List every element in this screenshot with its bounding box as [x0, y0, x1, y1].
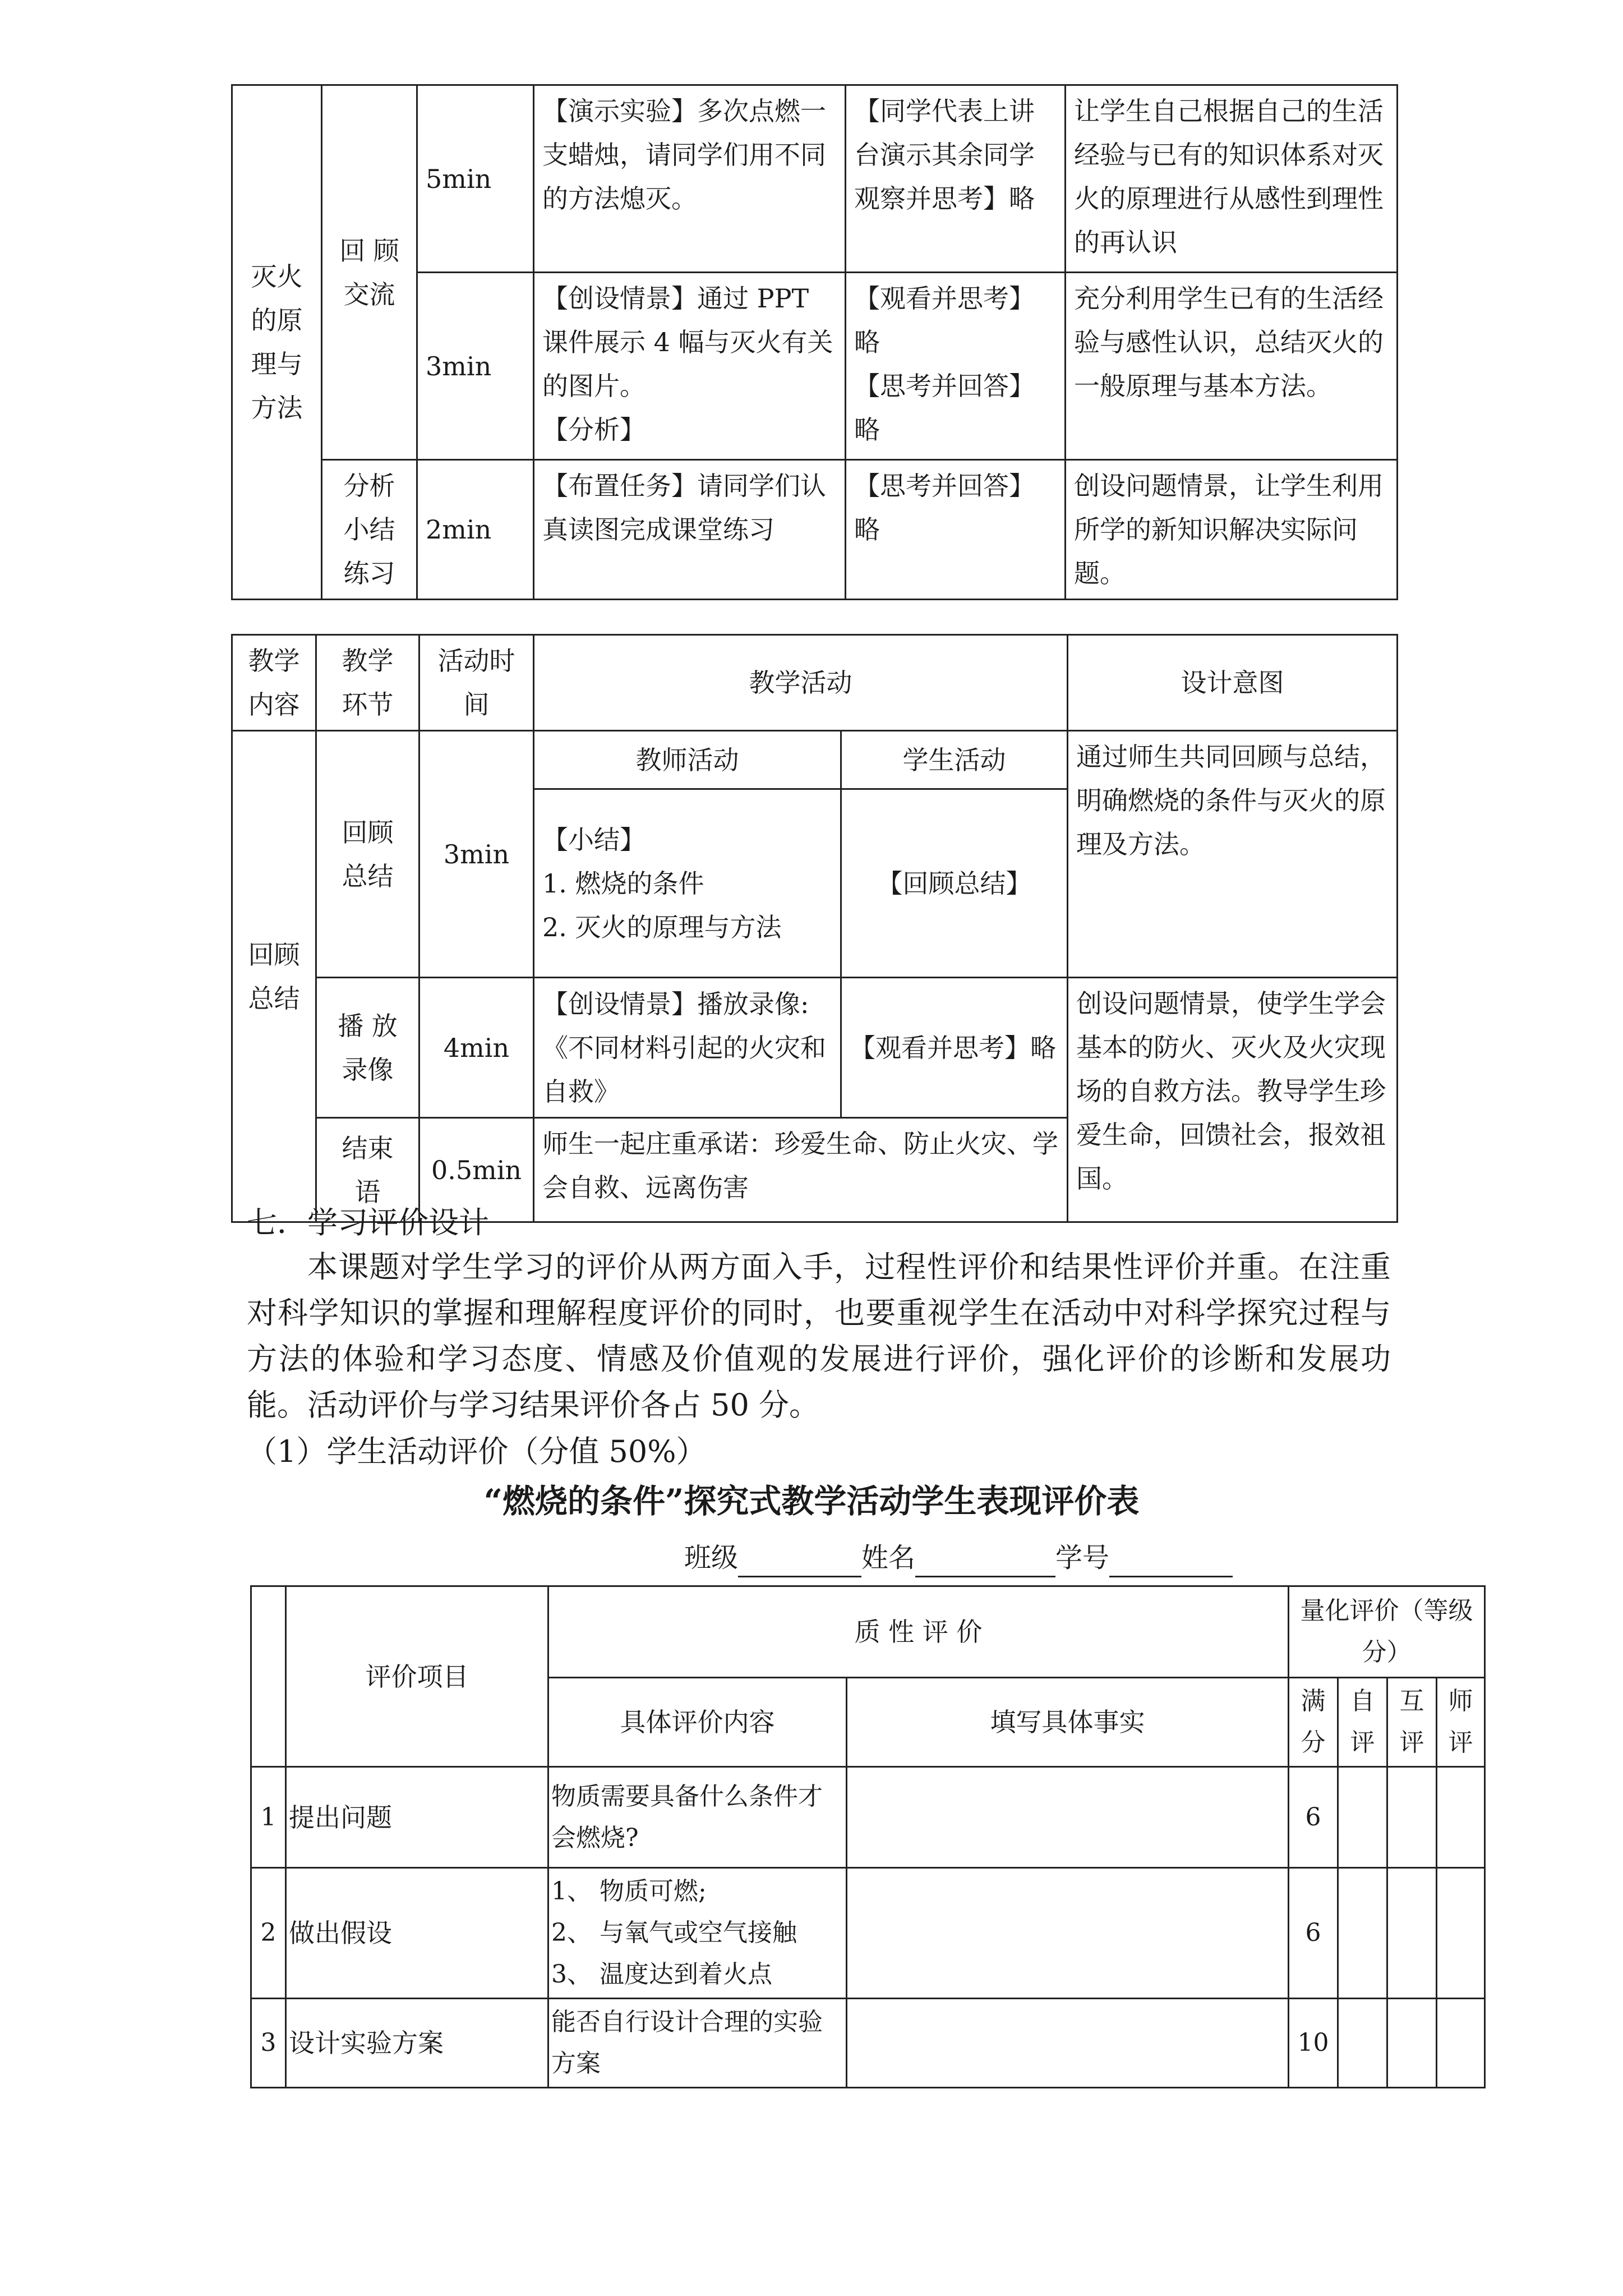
header-intent: 设计意图	[1068, 635, 1398, 731]
row-content: 物质需要具备什么条件才会燃烧?	[548, 1767, 847, 1868]
row-number: 1	[251, 1767, 286, 1868]
header-teacher-eval: 师 评	[1437, 1678, 1485, 1767]
stage-label: 回 顾 交流	[322, 85, 417, 460]
stage-label: 回顾 总结	[316, 731, 419, 978]
row-content: 能否自行设计合理的实验方案	[548, 1999, 847, 2088]
teacher-activity: 【小结】 1. 燃烧的条件 2. 灭火的原理与方法	[534, 789, 841, 978]
row-number: 3	[251, 1999, 286, 2088]
header-content: 具体评价内容	[548, 1678, 847, 1767]
evaluation-table-title: “燃烧的条件”探究式教学活动学生表现评价表	[483, 1482, 1140, 1520]
activity-time: 2min	[417, 460, 534, 600]
number-header	[251, 1586, 286, 1767]
header-peer-eval: 互 评	[1387, 1678, 1437, 1767]
design-intent: 充分利用学生已有的生活经验与感性认识，总结灭火的一般原理与基本方法。	[1066, 273, 1398, 460]
self-eval-cell[interactable]	[1338, 1999, 1387, 2088]
body-paragraph: 本课题对学生学习的评价从两方面入手，过程性评价和结果性评价并重。在注重对科学知识的掌握和理解程度评价的同时，也要重视学生在活动中对科学探究过程与方法的体验和学习态度、情感及价值观的发展进行评价，强化评价的诊断和发展功能。活动评价与学习结果评价各占 50 分。	[247, 1249, 1391, 1423]
table-row	[251, 1999, 1485, 2088]
row-content: 1、 物质可燃; 2、 与氧气或空气接触 3、 温度达到着火点	[548, 1868, 847, 1999]
full-score: 10	[1289, 1999, 1338, 2088]
table-row	[251, 1767, 1485, 1868]
table-row	[251, 1868, 1485, 1999]
activity-time: 0.5min	[419, 1118, 534, 1222]
header-stage: 教学 环节	[316, 635, 419, 731]
class-label: 班级	[684, 1542, 739, 1573]
peer-eval-cell[interactable]	[1387, 1767, 1437, 1868]
teacher-activity: 师生一起庄重承诺：珍爱生命、防止火灾、学会自救、远离伤害	[534, 1118, 1068, 1222]
activity-time: 3min	[417, 273, 534, 460]
student-activity: 【思考并回答】略	[846, 460, 1066, 600]
section-heading: 七．学习评价设计	[247, 1205, 489, 1240]
full-score: 6	[1289, 1868, 1338, 1999]
design-intent: 让学生自己根据自己的生活经验与已有的知识体系对灭火的原理进行从感性到理性的再认识	[1066, 85, 1398, 273]
design-intent: 创设问题情景，让学生利用所学的新知识解决实际问题。	[1066, 460, 1398, 600]
design-intent: 创设问题情景，使学生学会基本的防火、灭火及火灾现场的自救方法。教导学生珍爱生命，回馈社会，报效祖国。	[1068, 978, 1398, 1222]
stage-label: 结束 语	[316, 1118, 419, 1222]
teacher-eval-cell[interactable]	[1437, 1767, 1485, 1868]
header-activity: 教学活动	[534, 635, 1068, 731]
header-qualitative: 质 性 评 价	[548, 1586, 1289, 1678]
peer-eval-cell[interactable]	[1387, 1868, 1437, 1999]
header-student-activity: 学生活动	[841, 731, 1068, 789]
student-id-label: 学号	[1055, 1542, 1110, 1573]
evaluation-table	[250, 1585, 1486, 2088]
peer-eval-cell[interactable]	[1387, 1999, 1437, 2088]
section-label: 回顾 总结	[232, 731, 316, 1222]
row-number: 2	[251, 1868, 286, 1999]
student-activity: 【观看并思考】略	[841, 978, 1068, 1118]
row-item: 设计实验方案	[286, 1999, 548, 2088]
stage-label: 播 放 录像	[316, 978, 419, 1118]
section-label: 灭火 的原 理与 方法	[232, 85, 322, 600]
full-score: 6	[1289, 1767, 1338, 1868]
header-self-eval: 自 评	[1338, 1678, 1387, 1767]
header-teacher-activity: 教师活动	[534, 731, 841, 789]
header-content: 教学 内容	[232, 635, 316, 731]
self-eval-cell[interactable]	[1338, 1868, 1387, 1999]
row-item: 提出问题	[286, 1767, 548, 1868]
row-item: 做出假设	[286, 1868, 548, 1999]
activity-time: 4min	[419, 978, 534, 1118]
teacher-activity: 【布置任务】请同学们认真读图完成课堂练习	[534, 460, 846, 600]
fire-extinguishing-table	[231, 84, 1398, 600]
teacher-activity: 【创设情景】播放录像:《不同材料引起的火灾和自救》	[534, 978, 841, 1118]
header-time: 活动时 间	[419, 635, 534, 731]
header-quantitative: 量化评价（等级分）	[1289, 1586, 1485, 1678]
subsection-heading: （1）学生活动评价（分值 50%）	[247, 1434, 707, 1469]
self-eval-cell[interactable]	[1338, 1767, 1387, 1868]
student-activity: 【同学代表上讲台演示其余同学观察并思考】略	[846, 85, 1066, 273]
student-activity: 【回顾总结】	[841, 789, 1068, 978]
header-full-score: 满 分	[1289, 1678, 1338, 1767]
header-facts: 填写具体事实	[847, 1678, 1289, 1767]
review-summary-table	[231, 634, 1398, 1223]
teacher-eval-cell[interactable]	[1437, 1999, 1485, 2088]
activity-time: 3min	[419, 731, 534, 978]
teacher-activity: 【演示实验】多次点燃一支蜡烛，请同学们用不同的方法熄灭。	[534, 85, 846, 273]
stage-label: 分析 小结 练习	[322, 460, 417, 600]
activity-time: 5min	[417, 85, 534, 273]
design-intent: 通过师生共同回顾与总结，明确燃烧的条件与灭火的原理及方法。	[1068, 731, 1398, 978]
teacher-activity: 【创设情景】通过 PPT 课件展示 4 幅与灭火有关的图片。 【分析】	[534, 273, 846, 460]
student-info-line	[684, 1538, 1233, 1577]
class-blank[interactable]	[738, 1548, 861, 1577]
name-blank[interactable]	[915, 1548, 1055, 1577]
name-label: 姓名	[861, 1542, 916, 1573]
facts-cell[interactable]	[847, 1868, 1289, 1999]
facts-cell[interactable]	[847, 1767, 1289, 1868]
facts-cell[interactable]	[847, 1999, 1289, 2088]
header-item: 评价项目	[286, 1586, 548, 1767]
student-activity: 【观看并思考】略 【思考并回答】略	[846, 273, 1066, 460]
student-id-blank[interactable]	[1109, 1548, 1233, 1577]
teacher-eval-cell[interactable]	[1437, 1868, 1485, 1999]
